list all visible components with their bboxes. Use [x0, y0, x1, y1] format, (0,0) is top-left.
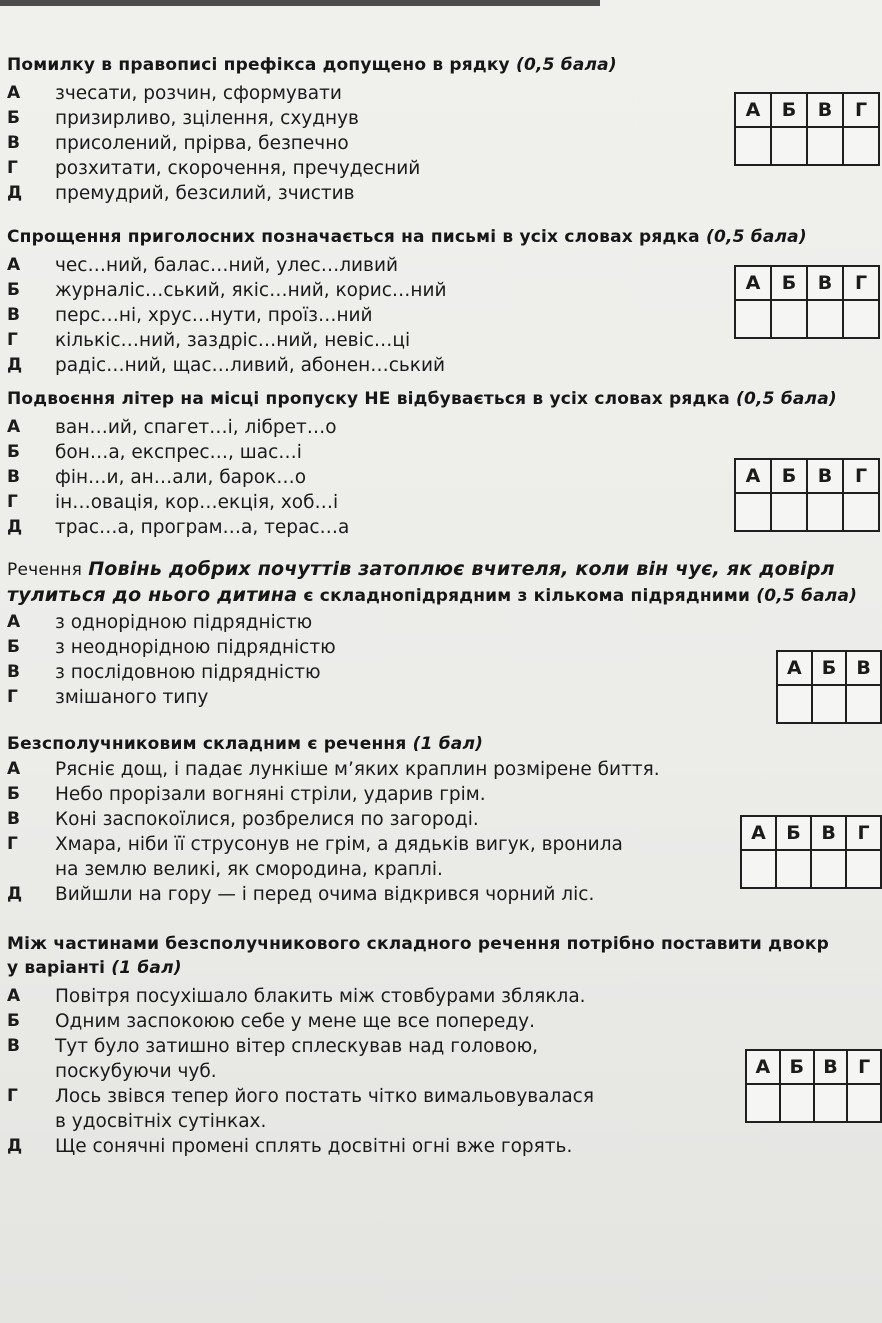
task-5 — [7, 734, 660, 907]
option-text: бон…а, експрес…, шас…і — [55, 442, 302, 463]
answer-grid-task-3 — [734, 458, 880, 532]
option-text: з неоднорідною підрядністю — [55, 637, 336, 658]
answer-cell[interactable] — [807, 493, 843, 531]
answer-cell[interactable] — [811, 850, 846, 888]
answer-cell[interactable] — [843, 493, 879, 531]
option-letter: А — [7, 255, 21, 275]
answer-cell[interactable] — [846, 850, 881, 888]
option-text: Одним заспокоюю себе у мене ще все попереду. — [55, 1011, 535, 1032]
option-h[interactable] — [7, 156, 617, 181]
option-d[interactable] — [7, 515, 837, 540]
grid-answer-row — [735, 127, 879, 165]
answer-cell[interactable] — [776, 850, 811, 888]
points-label: (1 бал) — [111, 958, 182, 978]
option-letter: Б — [7, 442, 20, 462]
answer-cell[interactable] — [771, 300, 807, 338]
option-letter: В — [7, 662, 20, 682]
top-divider — [0, 0, 600, 6]
option-v[interactable] — [7, 807, 660, 832]
task-1 — [7, 55, 617, 206]
question-text: Спрощення приголосних позначається на письмі в усіх словах рядка — [7, 227, 700, 247]
answer-cell[interactable] — [814, 1084, 848, 1122]
option-text: ван…ий, спагет…і, лібрет…о — [55, 417, 337, 438]
option-letter: А — [7, 83, 21, 103]
option-letter: Б — [7, 637, 20, 657]
option-text: Ще сонячні промені сплять досвітні огні вже горять. — [55, 1136, 573, 1157]
task-question — [7, 227, 807, 247]
answer-cell[interactable] — [843, 127, 879, 165]
option-letter: Б — [7, 784, 20, 804]
grid-letter: В — [807, 93, 843, 127]
option-text: трас…а, програм…а, терас…а — [55, 517, 350, 538]
option-letter: Г — [7, 330, 18, 350]
option-b[interactable] — [7, 635, 857, 660]
option-letter: В — [7, 809, 20, 829]
task-question — [7, 558, 857, 580]
option-letter: В — [7, 1036, 20, 1056]
option-text: радіс…ний, щас…ливий, абонен…ський — [55, 355, 446, 376]
option-letter: Д — [7, 884, 23, 904]
option-a[interactable] — [7, 610, 857, 635]
answer-cell[interactable] — [741, 850, 776, 888]
option-letter: А — [7, 417, 21, 437]
option-letter: В — [7, 133, 20, 153]
grid-letter: Б — [771, 93, 807, 127]
option-h[interactable] — [7, 1084, 829, 1134]
points-label: (0,5 бала) — [756, 586, 858, 606]
option-text: розхитати, скорочення, пречудесний — [55, 158, 421, 179]
option-text: ін…овація, кор…екція, хоб…і — [55, 492, 339, 513]
grid-letter: Г — [843, 93, 879, 127]
option-a[interactable] — [7, 757, 660, 782]
points-label: (0,5 бала) — [515, 55, 617, 75]
grid-letter: Б — [812, 651, 847, 685]
answer-cell[interactable] — [847, 1084, 881, 1122]
option-v[interactable] — [7, 131, 617, 156]
grid-answer-row — [735, 493, 879, 531]
option-text: Вийшли на гору — і перед очима відкрився чорний ліс. — [55, 884, 595, 905]
option-letter: Г — [7, 834, 18, 854]
option-text: зчесати, розчин, сформувати — [55, 83, 342, 104]
option-d[interactable] — [7, 353, 807, 378]
answer-cell[interactable] — [735, 127, 771, 165]
grid-letter: Б — [776, 816, 811, 850]
grid-letter: Б — [771, 266, 807, 300]
grid-letter: В — [807, 459, 843, 493]
option-text: Тут було затишно вітер сплескував над головою, поскубуючи чуб. — [55, 1036, 539, 1082]
option-letter: В — [7, 305, 20, 325]
option-text: журналіс…ський, якіс…ний, корис…ний — [55, 280, 447, 301]
option-text: перс…ні, хрус…нути, проїз…ний — [55, 305, 373, 326]
option-text: присолений, прірва, безпечно — [55, 133, 349, 154]
option-b[interactable] — [7, 106, 617, 131]
grid-letter: Б — [780, 1050, 814, 1084]
option-letter: Г — [7, 1086, 18, 1106]
option-text: призирливо, зцілення, схуднув — [55, 108, 359, 129]
grid-letter: В — [811, 816, 846, 850]
option-text: Коні заспокоїлися, розбрелися по загороді. — [55, 809, 479, 830]
quoted-sentence-continued: тулиться до нього дитина — [7, 584, 298, 606]
grid-letter: А — [735, 459, 771, 493]
option-letter: Д — [7, 517, 23, 537]
task-3 — [7, 389, 837, 540]
option-a[interactable] — [7, 415, 837, 440]
grid-header-row — [777, 651, 881, 685]
question-text: Помилку в правописі префікса допущено в рядку — [7, 55, 510, 75]
answer-cell[interactable] — [807, 300, 843, 338]
task-4 — [7, 558, 857, 710]
option-text: Небо прорізали вогняні стріли, ударив грім. — [55, 784, 486, 805]
points-label: (1 бал) — [412, 734, 484, 754]
option-text: Повітря посухішало блакить між стовбурами зблякла. — [55, 986, 586, 1007]
grid-letter: Г — [843, 459, 879, 493]
grid-header-row — [741, 816, 881, 850]
option-letter: Г — [7, 687, 18, 707]
question-text: Між частинами безсполучникового складного речення потрібно поставити двокр — [7, 934, 830, 954]
option-letter: Б — [7, 108, 20, 128]
option-letter: Д — [7, 183, 23, 203]
answer-cell[interactable] — [746, 1084, 780, 1122]
task-6 — [7, 934, 829, 1159]
grid-letter: Г — [846, 816, 881, 850]
grid-letter: Б — [771, 459, 807, 493]
answer-cell[interactable] — [843, 300, 879, 338]
grid-answer-row — [735, 300, 879, 338]
grid-letter: В — [807, 266, 843, 300]
answer-cell[interactable] — [771, 127, 807, 165]
option-letter: А — [7, 612, 21, 632]
option-b[interactable] — [7, 278, 807, 303]
task-question-continued — [7, 584, 857, 606]
answer-grid-task-5 — [740, 815, 882, 889]
answer-cell[interactable] — [735, 493, 771, 531]
option-letter: Д — [7, 1136, 23, 1156]
task-question-continued — [7, 958, 829, 978]
option-text: кількіс…ний, заздріс…ний, невіс…ці — [55, 330, 411, 351]
option-letter: Г — [7, 158, 18, 178]
option-text: фін…и, ан…али, барок…о — [55, 467, 307, 488]
task-2 — [7, 227, 807, 378]
grid-letter: А — [735, 266, 771, 300]
grid-answer-row — [741, 850, 881, 888]
option-b[interactable] — [7, 440, 837, 465]
grid-letter: А — [741, 816, 776, 850]
answer-cell[interactable] — [780, 1084, 814, 1122]
answer-cell[interactable] — [846, 685, 881, 723]
grid-answer-row — [777, 685, 881, 723]
option-letter: В — [7, 467, 20, 487]
answer-cell[interactable] — [735, 300, 771, 338]
grid-header-row — [735, 93, 879, 127]
option-v[interactable] — [7, 660, 857, 685]
option-text: з послідовною підрядністю — [55, 662, 321, 683]
grid-header-row — [746, 1050, 881, 1084]
question-text: Безсполучниковим складним є речення — [7, 734, 407, 754]
option-text: змішаного типу — [55, 687, 209, 708]
option-text: з однорідною підрядністю — [55, 612, 313, 633]
answer-cell[interactable] — [807, 127, 843, 165]
grid-answer-row — [746, 1084, 881, 1122]
option-h[interactable] — [7, 490, 837, 515]
grid-letter: В — [846, 651, 881, 685]
question-lead: Речення — [7, 560, 83, 580]
grid-letter: Г — [847, 1050, 881, 1084]
option-v[interactable] — [7, 303, 807, 328]
option-letter: А — [7, 986, 21, 1006]
option-a[interactable] — [7, 81, 617, 106]
quoted-sentence: Повінь добрих почуттів затоплює вчителя, коли він чує, як довірл — [88, 558, 835, 580]
answer-grid-task-2 — [734, 265, 880, 339]
option-text: премудрий, безсилий, зчистив — [55, 183, 355, 204]
answer-cell[interactable] — [812, 685, 847, 723]
option-a[interactable] — [7, 253, 807, 278]
option-v[interactable] — [7, 465, 837, 490]
question-text: є складнопідрядним з кількома підрядними — [303, 586, 751, 606]
option-d[interactable] — [7, 882, 660, 907]
option-letter: Б — [7, 280, 20, 300]
answer-grid-task-4 — [776, 650, 882, 724]
grid-letter: А — [777, 651, 812, 685]
grid-header-row — [735, 266, 879, 300]
question-text: Подвоєння літер на місці пропуску НЕ відбувається в усіх словах рядка — [7, 389, 730, 409]
option-h[interactable] — [7, 685, 857, 710]
option-letter: А — [7, 759, 21, 779]
option-d[interactable] — [7, 181, 617, 206]
option-h[interactable] — [7, 832, 660, 882]
option-b[interactable] — [7, 1009, 829, 1034]
question-text-continued: у варіанті — [7, 958, 106, 978]
option-text: Хмара, ніби її струсонув не грім, а дядьків вигук, вронила на землю великі, як смородина, краплі. — [55, 834, 623, 880]
option-b[interactable] — [7, 782, 660, 807]
option-letter: Д — [7, 355, 23, 375]
answer-cell[interactable] — [777, 685, 812, 723]
grid-header-row — [735, 459, 879, 493]
option-text: Рясніє дощ, і падає лункіше м’яких краплин розмірене биття. — [55, 759, 660, 780]
grid-letter: Г — [843, 266, 879, 300]
task-question — [7, 389, 837, 409]
task-question — [7, 734, 660, 754]
points-label: (0,5 бала) — [705, 227, 807, 247]
option-d[interactable] — [7, 1134, 829, 1159]
points-label: (0,5 бала) — [736, 389, 837, 409]
option-text: чес…ний, балас…ний, улес…ливий — [55, 255, 398, 276]
task-question — [7, 934, 829, 954]
option-v[interactable] — [7, 1034, 829, 1084]
answer-cell[interactable] — [771, 493, 807, 531]
answer-grid-task-1 — [734, 92, 880, 166]
grid-letter: В — [814, 1050, 848, 1084]
grid-letter: А — [735, 93, 771, 127]
task-question — [7, 55, 617, 75]
option-a[interactable] — [7, 984, 829, 1009]
option-h[interactable] — [7, 328, 807, 353]
option-letter: Б — [7, 1011, 20, 1031]
grid-letter: А — [746, 1050, 780, 1084]
answer-grid-task-6 — [745, 1049, 882, 1123]
option-letter: Г — [7, 492, 18, 512]
option-text: Лось звівся тепер його постать чітко вимальовувалася в удосвітніх сутінках. — [55, 1086, 594, 1132]
